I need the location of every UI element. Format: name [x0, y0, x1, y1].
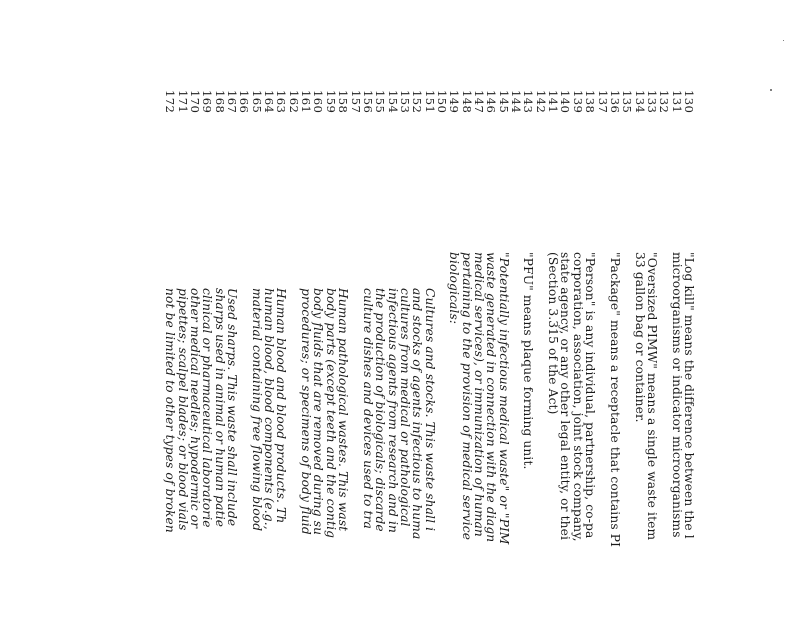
document-text-line: corporation, association, joint stock company, — [570, 252, 585, 542]
document-text-line: and stocks of agents infectious to huma — [410, 288, 425, 540]
line-number: 154 — [385, 90, 400, 114]
document-text-line: biologicals: — [447, 252, 462, 325]
document-text-line: medical services), or immunization of human — [472, 252, 487, 537]
line-number: 166 — [237, 90, 252, 114]
document-text-line: pertaining to the provision of medical service — [459, 252, 474, 541]
document-text-line: Used sharps. This waste shall include — [225, 288, 240, 527]
line-number: 167 — [225, 90, 240, 114]
document-text-line: microorganisms or indicator microorganisms — [669, 252, 684, 538]
document-text-line: infectious agents from research and in — [385, 288, 400, 534]
line-number: 140 — [558, 90, 573, 114]
document-text-line: waste generated in connection with the diagn — [484, 252, 499, 543]
line-number: 161 — [299, 90, 314, 114]
line-number: 163 — [274, 90, 289, 114]
line-number: 133 — [644, 90, 659, 114]
line-number: 132 — [657, 90, 672, 114]
line-number: 169 — [200, 90, 215, 114]
line-number: 139 — [570, 90, 585, 114]
document-text-line: "Oversized PIMW" means a single waste item — [644, 252, 659, 541]
line-number: 149 — [447, 90, 462, 114]
document-text-line: sharps used in animal or human patie — [212, 288, 227, 528]
line-number: 168 — [212, 90, 227, 114]
line-number: 157 — [348, 90, 363, 114]
line-number: 150 — [435, 90, 449, 114]
line-number: 131 — [669, 90, 684, 114]
line-number: 155 — [373, 90, 388, 114]
line-number: 160 — [311, 90, 326, 114]
line-number: 152 — [410, 90, 425, 114]
line-number: 147 — [472, 90, 487, 114]
line-number: 143 — [521, 90, 536, 114]
document-text-line: Cultures and stocks. This waste shall i — [422, 288, 437, 532]
line-number: 151 — [422, 90, 437, 114]
line-number: 137 — [595, 90, 610, 114]
line-number: 153 — [397, 90, 412, 114]
document-text-line: culture dishes and devices used to tra — [360, 288, 375, 529]
line-number: 172 — [163, 90, 178, 114]
document-text-line: "Package" means a receptacle that contains PI — [607, 252, 622, 548]
document-text-line: clinical or pharmaceutical laboratorie — [200, 288, 215, 528]
document-text-line: Human blood and blood products. Th — [274, 288, 289, 524]
document-text-line: Human pathological wastes. This wast — [336, 288, 351, 532]
line-number: 171 — [175, 90, 190, 114]
line-number: 142 — [533, 90, 548, 114]
line-number: 146 — [484, 90, 499, 114]
document-text-line: 33 gallon bag or container. — [632, 252, 647, 423]
line-number: 170 — [188, 90, 202, 114]
line-number: 165 — [249, 90, 264, 114]
document-text-line: body fluids that are removed during su — [311, 288, 326, 536]
scan-speck — [770, 89, 772, 91]
document-text-line: the production of biologicals; discarde — [373, 288, 388, 532]
document-text-line: cultures from medical or pathological — [397, 288, 412, 527]
line-number: 158 — [336, 90, 351, 114]
line-number: 130 — [682, 90, 696, 114]
line-number: 159 — [323, 90, 338, 114]
document-text-line: pipettes; scalpel blades; or blood vials — [175, 288, 190, 531]
scan-speck — [783, 40, 784, 41]
document-text-line: state agency, or any other legal entity, or thei — [558, 252, 573, 541]
line-number: 138 — [583, 90, 598, 114]
document-text-line: not be limited to other types of broken — [163, 288, 178, 533]
document-text-line: material containing free flowing blood — [249, 288, 264, 532]
line-number: 156 — [360, 90, 375, 114]
line-number: 145 — [496, 90, 511, 114]
document-text-line: procedures; or specimens of body fluid — [299, 288, 314, 535]
line-number: 144 — [509, 90, 524, 114]
line-number: 135 — [620, 90, 635, 114]
document-text-line: "Potentially infectious medical waste" or "PIM — [496, 252, 511, 545]
document-text-line: "Log kill" means the difference between the l — [682, 252, 696, 539]
line-number: 134 — [632, 90, 647, 114]
line-number: 162 — [286, 90, 301, 114]
document-text-line: "Person" is any individual, partnership, co-pa — [583, 252, 598, 539]
line-number: 164 — [262, 90, 277, 114]
document-text-line: other medical needles; hypodermic or — [188, 288, 202, 529]
line-number: 141 — [546, 90, 561, 114]
document-text-line: (Section 3.315 of the Act) — [546, 252, 561, 415]
line-number: 148 — [459, 90, 474, 114]
document-text-line: body parts (except teeth and the contig — [323, 288, 338, 539]
line-number: 136 — [607, 90, 622, 114]
document-text-line: "PFU" means plaque forming unit. — [521, 252, 536, 470]
document-text-line: human blood, blood components (e.g., — [262, 288, 277, 530]
